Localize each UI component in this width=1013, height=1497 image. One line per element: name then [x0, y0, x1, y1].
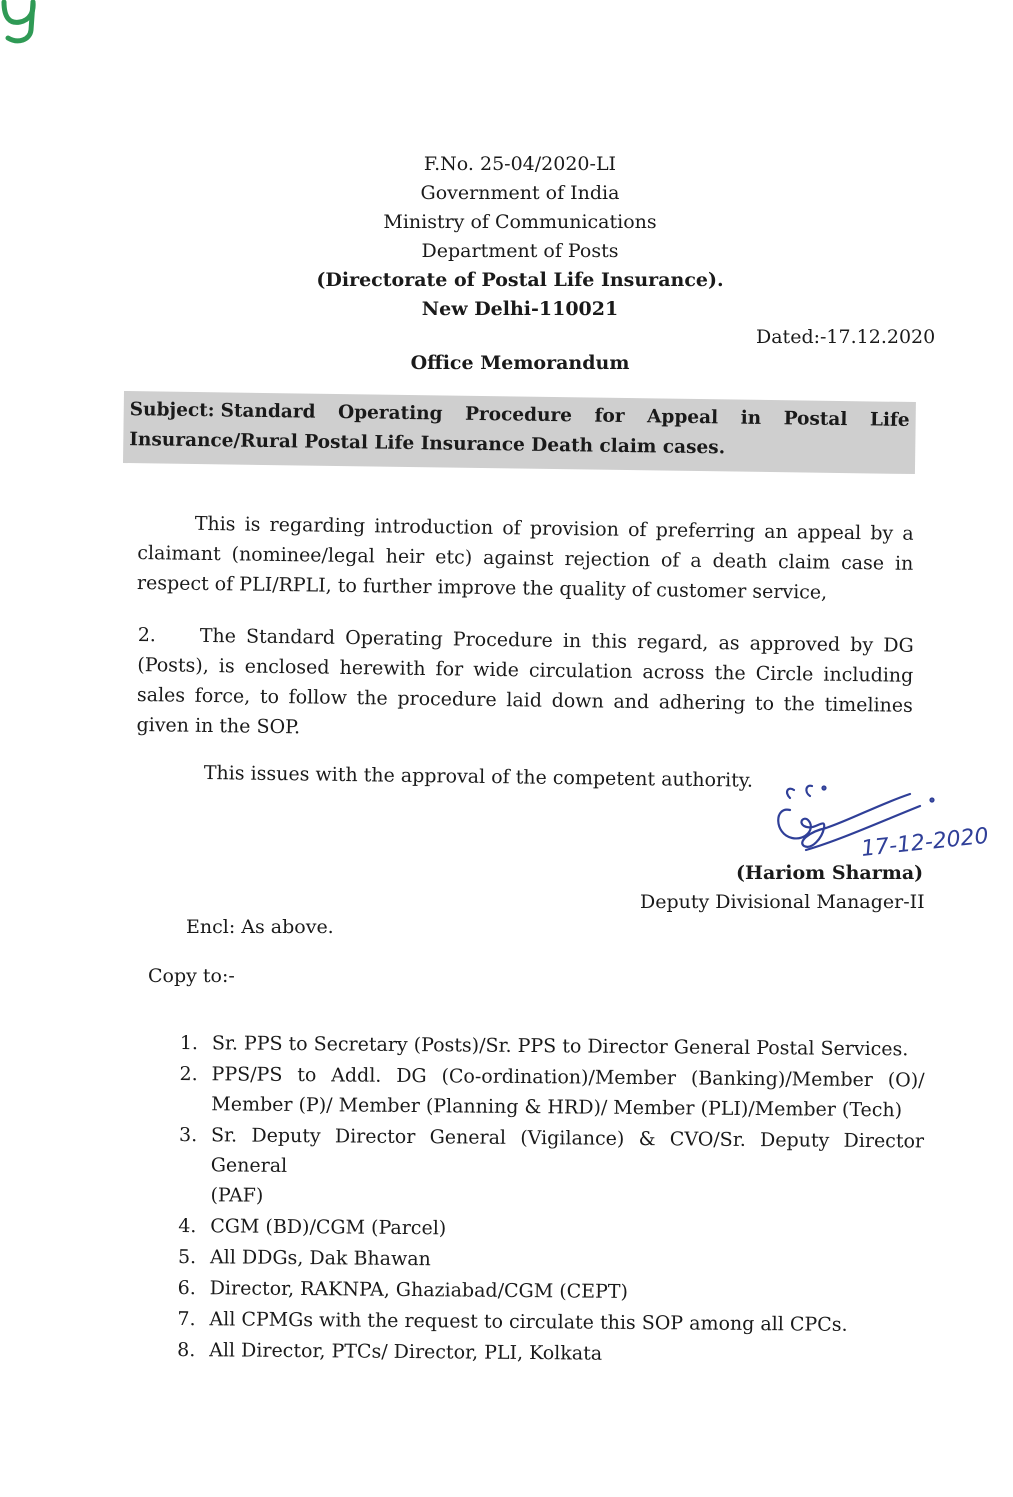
government-name: Government of India — [420, 182, 620, 204]
list-number: 8. — [177, 1338, 196, 1362]
list-text-line-2: (PAF) — [210, 1184, 264, 1207]
paragraph-2-text: The Standard Operating Procedure in this regard, as approved by DG (Posts), is enclosed herewith for wide circulation across the Circle including sales force, to follow the procedure laid down and adhering to the timelines given in the SOP. — [136, 624, 914, 739]
list-number: 6. — [177, 1276, 196, 1300]
list-text-line-1: Sr. Deputy Director General (Vigilance) & CVO/Sr. Deputy Director General — [210, 1124, 925, 1177]
list-number: 2. — [179, 1062, 198, 1086]
list-number: 7. — [177, 1307, 196, 1331]
corner-ink-mark — [0, 0, 40, 48]
subject-text: Standard Operating Procedure for Appeal in Postal Life Insurance/Rural Postal Life Insurance Death claim cases. — [129, 400, 910, 459]
list-text: Sr. PPS to Secretary (Posts)/Sr. PPS to Director General Postal Services. — [211, 1032, 909, 1061]
body-paragraph-1: This is regarding introduction of provision of preferring an appeal by a claimant (nominee/legal heir etc) against rejection of a death claim case in respect of PLI/RPLI, to further improve the quality of customer service, — [136, 512, 914, 604]
handwritten-signature — [760, 776, 990, 866]
letterhead — [300, 150, 740, 324]
list-number: 1. — [179, 1031, 199, 1055]
approval-line: This issues with the approval of the competent authority. — [203, 762, 754, 792]
list-text — [211, 1059, 924, 1125]
list-text-line-2: Member (P)/ Member (Planning & HRD)/ Member (PLI)/Member (Tech) — [211, 1093, 903, 1122]
list-number: 5. — [177, 1245, 197, 1269]
list-number: 3. — [178, 1123, 198, 1147]
city-pincode: New Delhi-110021 — [421, 298, 619, 320]
list-text: Director, RAKNPA, Ghaziabad/CGM (CEPT) — [209, 1277, 629, 1303]
directorate-name: (Directorate of Postal Life Insurance). — [316, 269, 724, 291]
list-text: CGM (BD)/CGM (Parcel) — [210, 1215, 447, 1240]
list-number: 4. — [178, 1214, 197, 1238]
list-item — [179, 1059, 924, 1125]
list-text-line-1: PPS/PS to Addl. DG (Co-ordination)/Member (Banking)/Member (O)/ — [211, 1063, 925, 1092]
department-name: Department of Posts — [421, 240, 619, 262]
body-paragraph-2 — [136, 620, 914, 751]
ministry-name: Ministry of Communications — [383, 211, 657, 233]
date-line: Dated:-17.12.2020 — [756, 326, 936, 348]
list-item — [178, 1120, 924, 1216]
copy-to-list — [177, 1028, 925, 1372]
signatory-designation: Deputy Divisional Manager-II — [640, 891, 925, 913]
list-item — [177, 1335, 922, 1372]
copy-to-label: Copy to:- — [148, 965, 235, 987]
list-text: All CPMGs with the request to circulate this SOP among all CPCs. — [209, 1308, 848, 1336]
handwritten-date: 17-12-2020 — [860, 823, 990, 862]
file-number: F.No. 25-04/2020-LI — [423, 153, 617, 175]
signatory-name: (Hariom Sharma) — [736, 862, 924, 884]
subject-label: Subject: — [129, 399, 215, 422]
list-text: All DDGs, Dak Bhawan — [209, 1246, 431, 1271]
memo-title: Office Memorandum — [410, 352, 630, 374]
enclosure-note: Encl: As above. — [186, 916, 334, 938]
list-text — [210, 1120, 924, 1216]
list-text: All Director, PTCs/ Director, PLI, Kolkata — [209, 1339, 603, 1365]
paragraph-number: 2. — [137, 623, 157, 647]
subject-box — [123, 391, 916, 474]
